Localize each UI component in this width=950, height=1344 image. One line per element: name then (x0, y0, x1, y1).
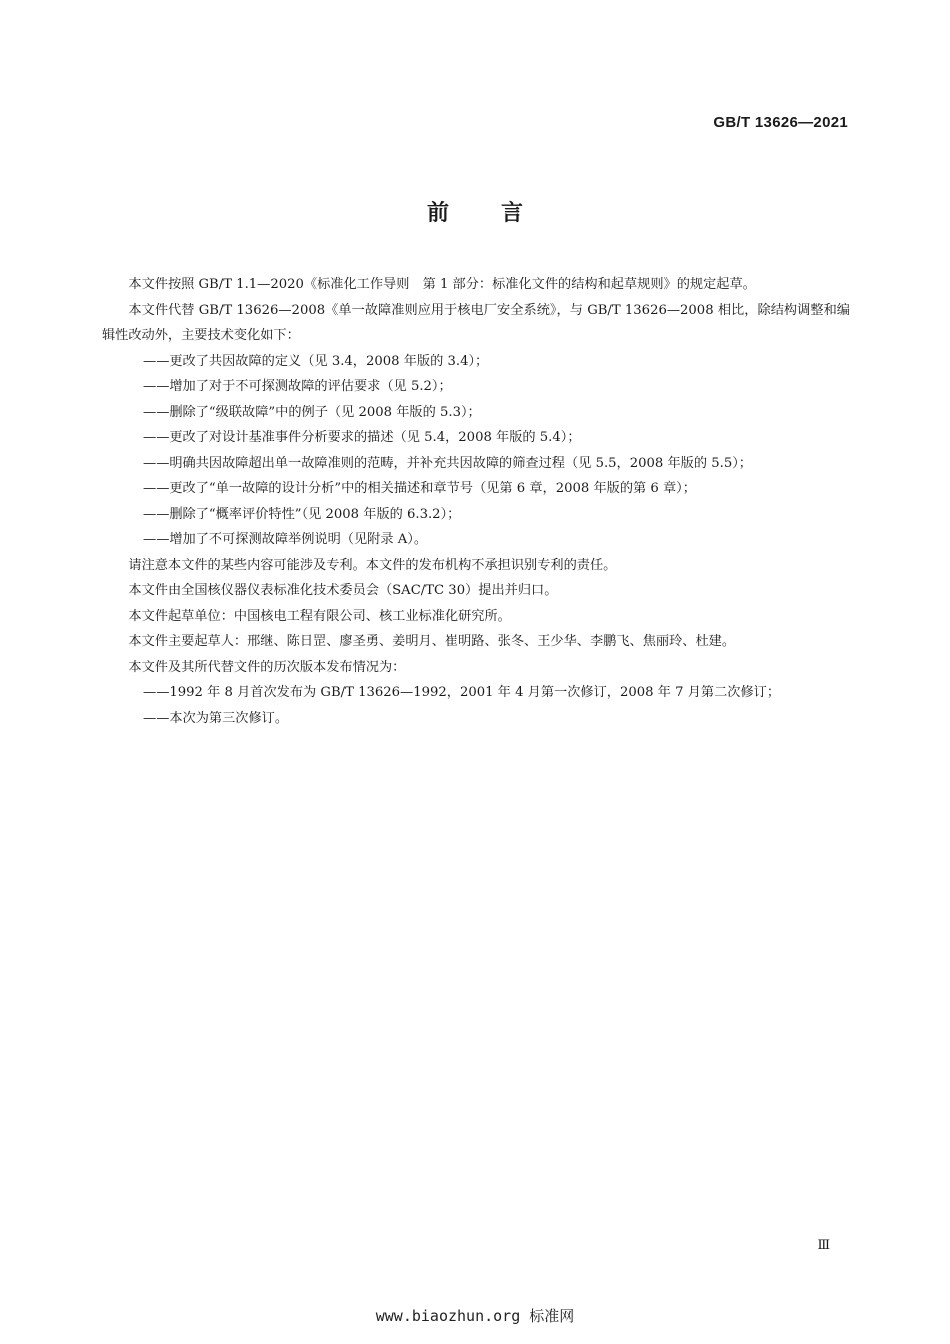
watermark: www.biaozhun.org 标准网 (375, 1307, 575, 1325)
change-item: ——更改了共因故障的定义（见 3.4，2008 年版的 3.4）； (143, 353, 489, 369)
history-item: ——本次为第三次修订。 (143, 710, 289, 726)
paragraph-patent-notice: 请注意本文件的某些内容可能涉及专利。本文件的发布机构不承担识别专利的责任。 (128, 557, 617, 573)
change-item: ——明确共因故障超出单一故障准则的范畴，并补充共因故障的筛查过程（见 5.5，2008 年版的 5.5）； (143, 455, 752, 471)
change-item: ——增加了对于不可探测故障的评估要求（见 5.2）； (143, 379, 452, 394)
paragraph-version-history: 本文件及其所代替文件的历次版本发布情况为： (128, 659, 406, 675)
standard-number: GB/T 13626—2021 (713, 114, 848, 131)
paragraph-drafters: 本文件主要起草人：邢继、陈日罡、廖圣勇、姜明月、崔明路、张冬、王少华、李鹏飞、焦丽玲、杜建。 (128, 634, 736, 649)
change-item: ——删除了“概率评价特性”（见 2008 年版的 6.3.2）； (143, 506, 461, 522)
change-item: ——更改了对设计基准事件分析要求的描述（见 5.4，2008 年版的 5.4）； (143, 430, 581, 445)
history-list (102, 680, 850, 731)
document-body (102, 272, 850, 731)
paragraph-proposer: 本文件由全国核仪器仪表标准化技术委员会（SAC/TC 30）提出并归口。 (128, 583, 558, 598)
paragraph-drafting-rules: 本文件按照 GB/T 1.1—2020《标准化工作导则 第 1 部分：标准化文件的结构和起草规则》的规定起草。 (128, 277, 756, 292)
page-number: Ⅲ (817, 1238, 830, 1253)
history-item: ——1992 年 8 月首次发布为 GB/T 13626—1992，2001 年 4 月第一次修订，2008 年 7 月第二次修订； (143, 685, 781, 700)
page-title: 前言 (426, 201, 575, 226)
paragraph-drafting-units: 本文件起草单位：中国核电工程有限公司、核工业标准化研究所。 (128, 608, 511, 624)
change-item: ——删除了“级联故障”中的例子（见 2008 年版的 5.3）； (143, 404, 481, 420)
paragraph-replacement: 本文件代替 GB/T 13626—2008《单一故障准则应用于核电厂安全系统》，与 GB/T 13626—2008 相比，除结构调整和编辑性改动外，主要技术变化如下： (102, 302, 850, 343)
change-item: ——更改了“单一故障的设计分析”中的相关描述和章节号（见第 6 章，2008 年版的第 6 章）； (143, 481, 696, 496)
change-list (102, 349, 850, 553)
change-item: ——增加了不可探测故障举例说明（见附录 A）。 (143, 532, 428, 547)
